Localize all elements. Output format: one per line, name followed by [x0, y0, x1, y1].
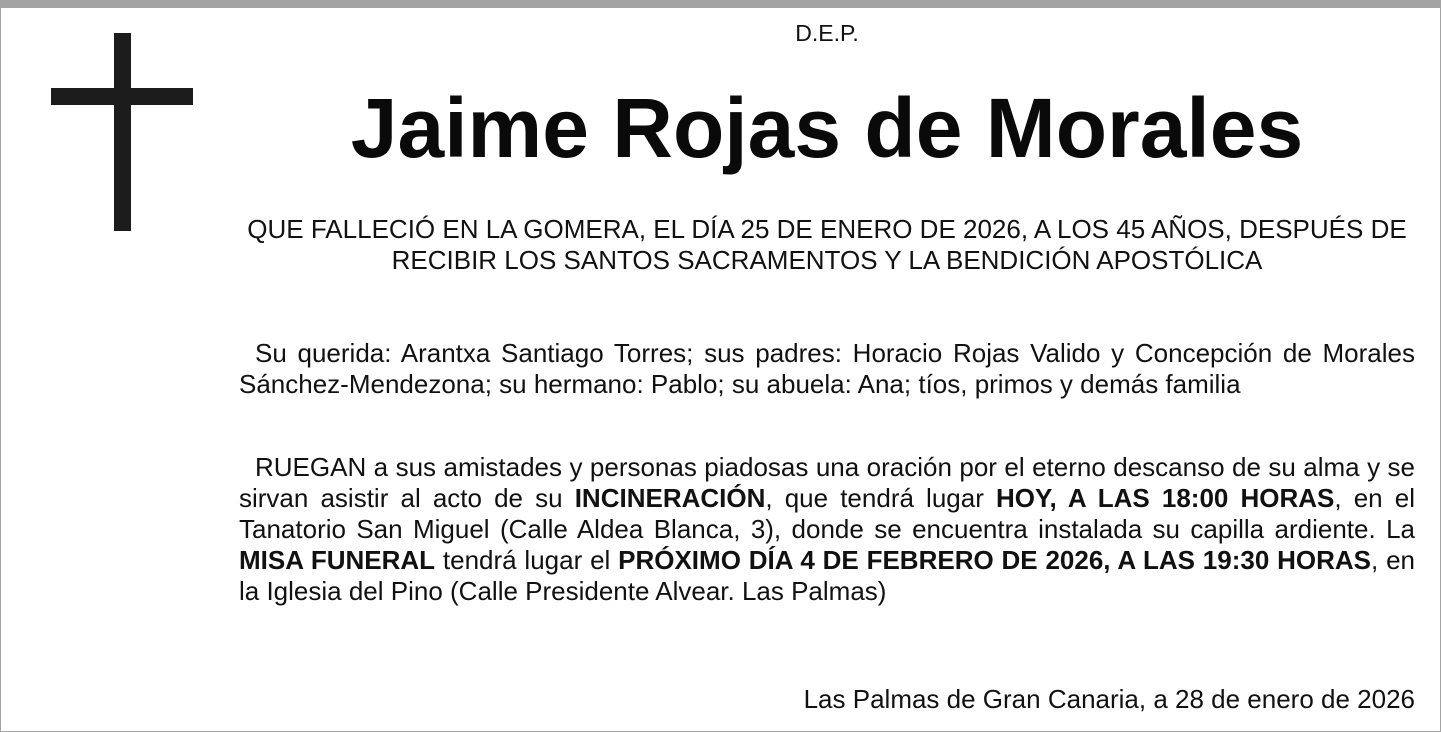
request-text-1: RUEGAN a sus amistades y personas piadosas una oración por el eterno descanso de su alma y se sirvan asistir al acto de su [239, 452, 1415, 513]
service-request-paragraph [239, 452, 1415, 607]
request-text-4: tendrá lugar el [435, 545, 619, 575]
request-text-2: , que tendrá lugar [765, 483, 996, 513]
deceased-name: Jaime Rojas de Morales [350, 81, 1304, 175]
cross-vertical-bar [114, 33, 131, 231]
cross-horizontal-bar [51, 88, 193, 105]
place-and-date: Las Palmas de Gran Canaria, a 28 de enero de 2026 [803, 684, 1415, 714]
death-announcement: QUE FALLECIÓ EN LA GOMERA, EL DÍA 25 DE ENERO DE 2026, A LOS 45 AÑOS, DESPUÉS DE RECIBIR LOS SANTOS SACRAMENTOS Y LA BENDICIÓN APOSTÓLICA [247, 214, 1407, 275]
request-text-3: , en el Tanatorio San Miguel (Calle Aldea Blanca, 3), donde se encuentra instalada su capilla ardiente. La [239, 483, 1415, 544]
request-text-5: , en la Iglesia del Pino (Calle Presidente Alvear. Las Palmas) [239, 545, 1415, 606]
dep-heading: D.E.P. [795, 20, 859, 46]
latin-cross-icon [51, 33, 193, 231]
funeral-mass-label: MISA FUNERAL [239, 545, 436, 575]
family-paragraph: Su querida: Arantxa Santiago Torres; sus padres: Horacio Rojas Valido y Concepción de Morales Sánchez-Mendezona; su hermano: Pablo; su abuela: Ana; tíos, primos y demás familia [239, 338, 1415, 399]
cremation-label: INCINERACIÓN [574, 483, 766, 513]
funeral-mass-date: PRÓXIMO DÍA 4 DE FEBRERO DE 2026, A LAS 19:30 HORAS [618, 545, 1372, 575]
cremation-time: HOY, A LAS 18:00 HORAS [995, 483, 1335, 513]
